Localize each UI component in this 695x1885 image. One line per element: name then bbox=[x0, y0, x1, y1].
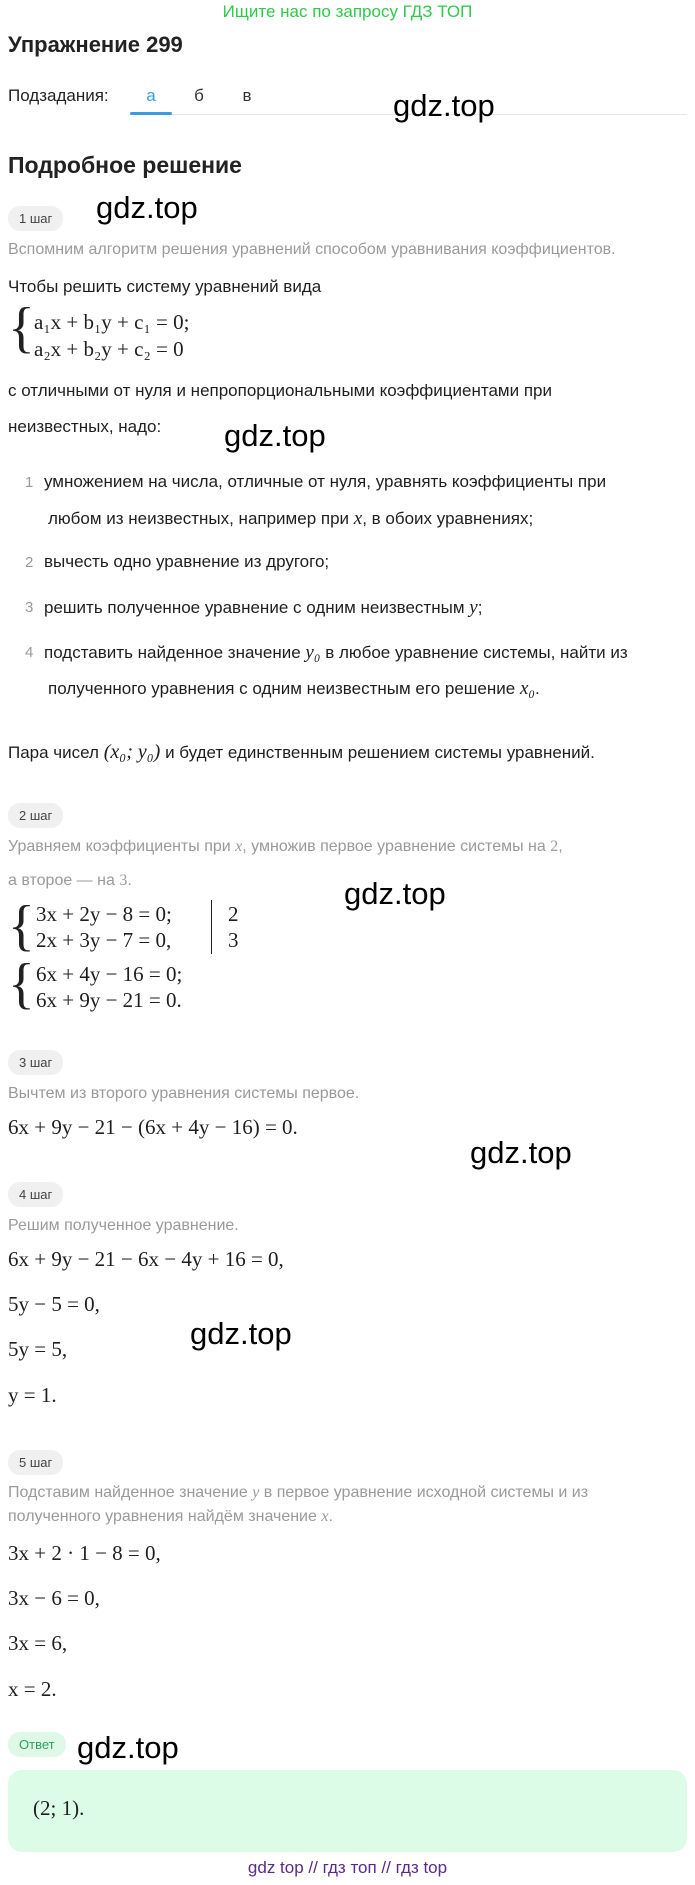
step-2-text-1: Уравняем коэффициенты при x, умножив первое уравнение системы на 2, bbox=[8, 838, 563, 855]
list-number: 4 bbox=[25, 644, 34, 661]
step-2-mult-2: 3 bbox=[228, 928, 239, 952]
system-brace: { bbox=[8, 297, 35, 359]
system-eq-1: a₁x + b₁y + c₁ = 0; bbox=[34, 310, 190, 334]
step-4-text: Решим полученное уравнение. bbox=[8, 1217, 239, 1234]
promo-banner[interactable]: Ищите нас по запросу ГДЗ ТОП bbox=[222, 2, 473, 21]
watermark: gdz.top bbox=[190, 1316, 292, 1351]
step-1-line3: неизвестных, надо: bbox=[8, 417, 162, 436]
step-5-text-1: Подставим найденное значение y в первое уравнение исходной системы и из bbox=[8, 1484, 589, 1501]
step-4-eq-3: 5y = 5, bbox=[8, 1337, 68, 1361]
watermark: gdz.top bbox=[77, 1730, 179, 1765]
answer-badge: Ответ bbox=[8, 1732, 66, 1757]
step-2-text-2: а второе — на 3. bbox=[8, 872, 132, 889]
answer-box bbox=[8, 1770, 687, 1852]
step-2-sys2-eq2: 6x + 9y − 21 = 0. bbox=[36, 988, 182, 1012]
list-item-2: вычесть одно уравнение из другого; bbox=[44, 552, 330, 571]
step-1-line2: с отличными от нуля и непропорциональными коэффициентами при bbox=[8, 381, 552, 400]
subtask-tab-v[interactable]: в bbox=[242, 86, 252, 105]
subtask-tab-a[interactable]: а bbox=[146, 86, 156, 105]
step-2-badge: 2 шаг bbox=[8, 803, 63, 828]
step-2-sys2-eq1: 6x + 4y − 16 = 0; bbox=[36, 962, 183, 986]
list-item-4-line-b: полученного уравнения с одним неизвестным его решение x₀. bbox=[48, 678, 540, 699]
system-brace: { bbox=[8, 895, 35, 957]
exercise-title: Упражнение 299 bbox=[8, 32, 183, 57]
list-number: 1 bbox=[25, 474, 34, 491]
step-4-badge: 4 шаг bbox=[8, 1182, 63, 1207]
answer-value: (2; 1). bbox=[33, 1796, 85, 1820]
step-5-eq-4: x = 2. bbox=[8, 1677, 57, 1701]
step-3-text: Вычтем из второго уравнения системы первое. bbox=[8, 1085, 360, 1102]
step-5-eq-1: 3x + 2 · 1 − 8 = 0, bbox=[8, 1541, 161, 1565]
step-1-intro: Вспомним алгоритм решения уравнений способом уравнивания коэффициентов. bbox=[8, 241, 616, 258]
subtask-tab-b[interactable]: б bbox=[194, 86, 204, 105]
step-4-eq-2: 5y − 5 = 0, bbox=[8, 1292, 100, 1316]
watermark: gdz.top bbox=[344, 876, 446, 911]
list-number: 3 bbox=[25, 599, 34, 616]
active-tab-indicator bbox=[130, 112, 172, 115]
list-item-3: решить полученное уравнение с одним неизвестным y; bbox=[44, 597, 483, 618]
step-5-eq-3: 3x = 6, bbox=[8, 1631, 68, 1655]
system-brace: { bbox=[8, 953, 35, 1015]
watermark: gdz.top bbox=[96, 190, 198, 225]
footer-links[interactable]: gdz top // гдз топ // гдз top bbox=[247, 1858, 448, 1877]
subtasks-label: Подзадания: bbox=[8, 86, 109, 105]
list-item-1-line-b: любом из неизвестных, например при x, в обоих уравнениях; bbox=[48, 508, 534, 529]
list-item-4-line-a: подставить найденное значение y₀ в любое уравнение системы, найти из bbox=[44, 642, 628, 663]
step-5-eq-2: 3x − 6 = 0, bbox=[8, 1586, 100, 1610]
step-4-eq-1: 6x + 9y − 21 − 6x − 4y + 16 = 0, bbox=[8, 1247, 284, 1271]
list-number: 2 bbox=[25, 554, 34, 571]
step-4-eq-4: y = 1. bbox=[8, 1383, 57, 1407]
watermark: gdz.top bbox=[470, 1135, 572, 1170]
step-2-mult-1: 2 bbox=[228, 902, 239, 926]
section-title: Подробное решение bbox=[8, 152, 242, 178]
watermark: gdz.top bbox=[224, 418, 326, 453]
step-2-sys1-eq1: 3x + 2y − 8 = 0; bbox=[36, 902, 172, 926]
step-1-badge: 1 шаг bbox=[8, 206, 63, 231]
multiplier-divider bbox=[211, 900, 212, 954]
step-3-badge: 3 шаг bbox=[8, 1050, 63, 1075]
system-eq-2: a₂x + b₂y + c₂ = 0 bbox=[34, 337, 184, 361]
step-1-conclusion: Пара чисел (x₀; y₀) и будет единственным решением системы уравнений. bbox=[8, 741, 595, 763]
watermark: gdz.top bbox=[393, 88, 495, 123]
step-1-line1: Чтобы решить систему уравнений вида bbox=[8, 277, 322, 296]
list-item-1-line-a: умножением на числа, отличные от нуля, уравнять коэффициенты при bbox=[44, 472, 607, 491]
step-3-eq: 6x + 9y − 21 − (6x + 4y − 16) = 0. bbox=[8, 1115, 298, 1139]
step-5-badge: 5 шаг bbox=[8, 1450, 63, 1475]
step-5-text-2: полученного уравнения найдём значение x. bbox=[8, 1508, 333, 1525]
step-2-sys1-eq2: 2x + 3y − 7 = 0, bbox=[36, 928, 172, 952]
